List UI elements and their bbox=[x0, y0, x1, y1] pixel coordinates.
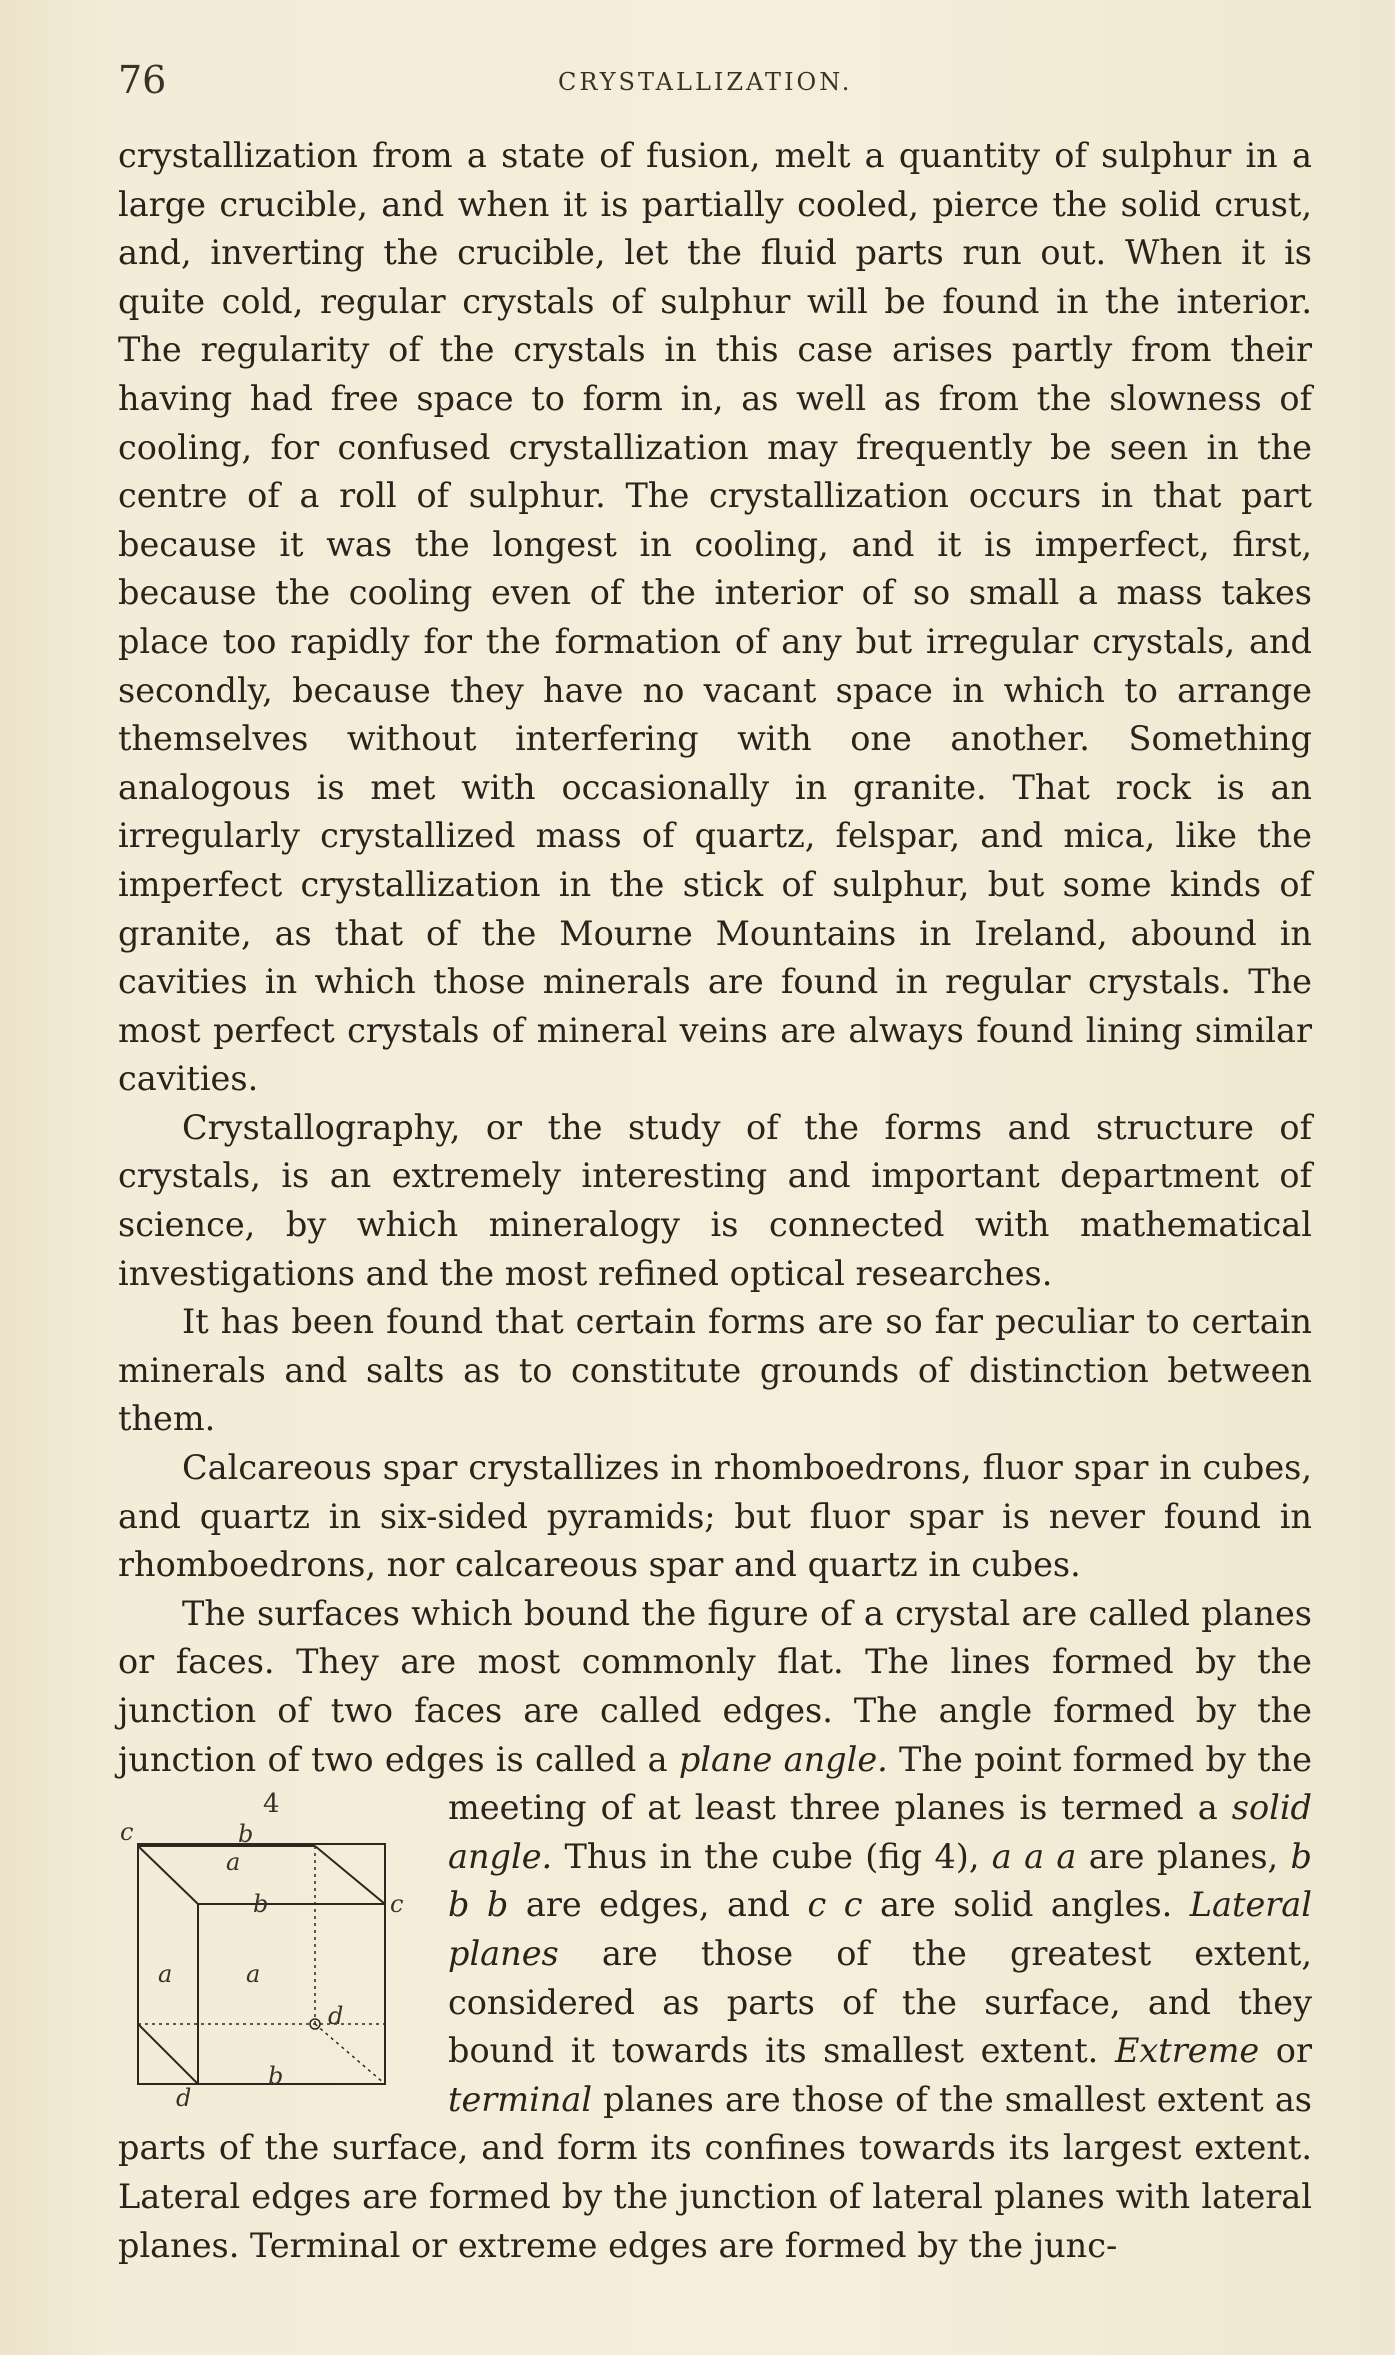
cube-edge-bottom-left bbox=[138, 2024, 198, 2084]
paragraph-1: crystallization from a state of fusion, melt a quantity of sulphur in a large crucible, and when it is partially cooled, pierce the solid crust, and, inverting the crucible, let the fluid parts run out. When it is quite cold, regular crystals of sulphur will be found in the interior. The regularity of the crystals in this case arises partly from their having had free space to form in, as well as from the slowness of cooling, for confused crystallization may frequently be seen in the centre of a roll of sulphur. The crystallization occurs in that part because it was the longest in cooling, and it is imperfect, first, because the cooling even of the interior of so small a mass takes place too rapidly for the formation of any but irregular crystals, and secondly, because they have no vacant space in which to arrange themselves without interfering with one another. Something analogous is met with occasionally in granite. That rock is an irregularly crystallized mass of quartz, felspar, and mica, like the imperfect crystallization in the stick of sulphur, but some kinds of granite, as that of the Mourne Mountains in Ireland, abound in cavities in which those minerals are found in regular crystals. The most perfect crystals of mineral veins are always found lining similar cavities. bbox=[118, 136, 1312, 1099]
paragraph-2: Crystallography, or the study of the forms and structure of crystals, is an extremely interesting and important department of science, by which mineralogy is connected with mathematical investigations and the most refined optical researches. bbox=[118, 1107, 1312, 1293]
figure-number: 4 bbox=[263, 1789, 280, 1820]
p5-text-1: The surfaces which bound the figure of a crystal are called planes or faces. They are most commonly flat. The lines formed by the junction of two faces are called edges. The angle formed by the junction of two edges is called a bbox=[118, 1593, 1312, 1779]
cube-diagram bbox=[118, 1784, 448, 2114]
p5-text-2: The point formed by the meeting of at least three planes is termed a bbox=[448, 1739, 1312, 1828]
cube-edge-hidden-diagonal bbox=[315, 2024, 385, 2084]
page-number: 76 bbox=[118, 58, 167, 102]
label-a-front: a bbox=[246, 1960, 261, 1989]
p5-text-8: or bbox=[1259, 2031, 1312, 2071]
p5-em-aaa: a a a bbox=[991, 1836, 1077, 1876]
paragraph-5 bbox=[118, 1590, 1312, 2270]
p5-em-bbb: b b b bbox=[448, 1836, 1312, 1925]
p5-em-terminal: terminal bbox=[448, 2079, 593, 2119]
p5-em-solid-angle: solid angle. bbox=[448, 1788, 1312, 1876]
label-d-mid: d bbox=[328, 2002, 344, 2031]
label-a-top: a bbox=[226, 1848, 241, 1877]
paragraph-3: It has been found that certain forms are so far peculiar to certain minerals and salts as to constitute grounds of distinction between them. bbox=[118, 1302, 1312, 1439]
label-a-left: a bbox=[158, 1960, 173, 1989]
label-d-bottom: d bbox=[176, 2084, 192, 2113]
p5-text-3: Thus in the cube (fig 4), bbox=[552, 1836, 992, 1876]
body-text bbox=[118, 132, 1312, 2270]
paragraph-4: Calcareous spar crystallizes in rhomboedrons, fluor spar in cubes, and quartz in six-sided pyramids; but fluor spar is never found in rhomboedrons, nor calcareous spar and quartz in cubes. bbox=[118, 1448, 1312, 1585]
label-b-mid: b bbox=[253, 1890, 269, 1919]
p5-text-5: are edges, and bbox=[508, 1885, 808, 1925]
label-b-bottom: b bbox=[268, 2062, 284, 2091]
label-b-top: b bbox=[238, 1820, 254, 1849]
p5-text-9: planes are those of the smallest extent as parts of the surface, and form its confines towards its largest extent. Lateral edges are formed by the junction of lateral planes with lateral planes. Terminal or extreme edges are formed by the junc- bbox=[118, 2079, 1312, 2265]
p5-text-6: are solid angles. bbox=[862, 1885, 1190, 1925]
cube-edge-top-left bbox=[138, 1846, 198, 1904]
running-title: CRYSTALLIZATION. bbox=[558, 68, 853, 96]
label-c-right: c bbox=[390, 1890, 404, 1919]
cube-front-face bbox=[138, 1844, 385, 2084]
p5-text-7: are those of the greatest extent, considered as parts of the surface, and they bound it towards its smallest extent. bbox=[448, 1933, 1312, 2071]
p5-em-cc: c c bbox=[807, 1885, 863, 1925]
p5-em-lateral-planes: Lateral planes bbox=[448, 1885, 1312, 1973]
p5-em-plane-angle: plane angle. bbox=[678, 1739, 888, 1779]
p5-text-4: are planes, bbox=[1076, 1836, 1291, 1876]
cube-edge-top-right bbox=[315, 1846, 385, 1904]
figure-4 bbox=[118, 1784, 448, 2122]
p5-em-extreme: Extreme bbox=[1114, 2031, 1260, 2071]
page-header bbox=[118, 58, 1318, 108]
label-c-top: c bbox=[120, 1818, 134, 1847]
